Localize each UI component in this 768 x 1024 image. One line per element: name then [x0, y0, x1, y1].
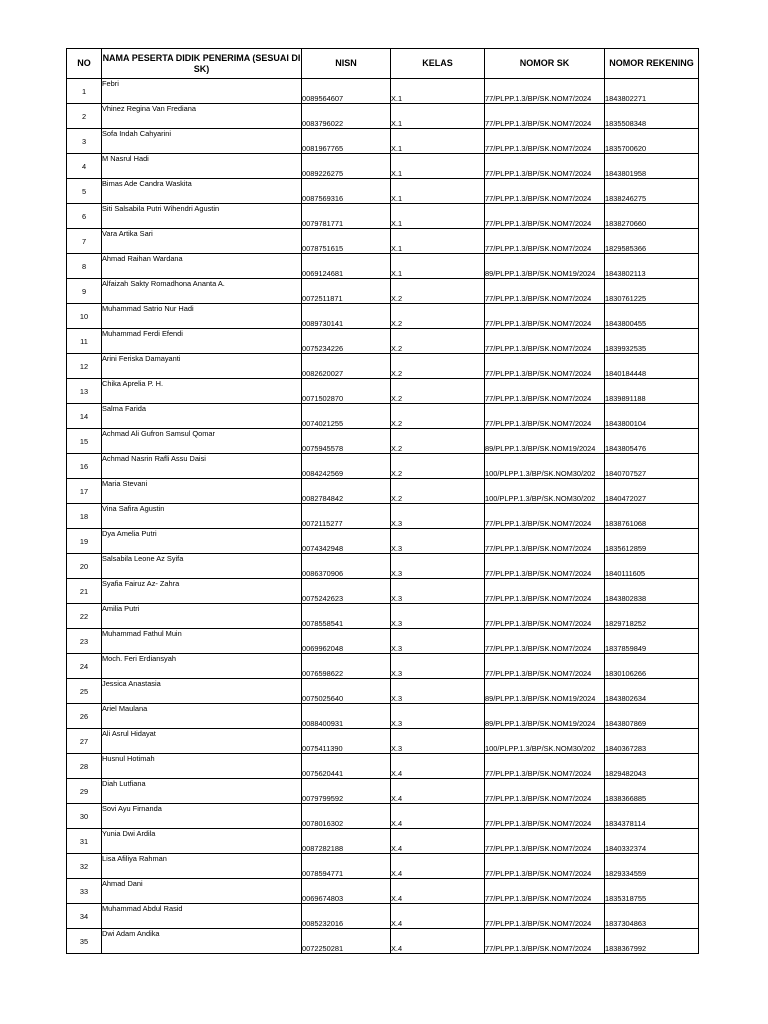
- cell-nama: Alfaizah Sakty Romadhona Ananta A.: [102, 279, 302, 304]
- cell-kelas: X.3: [391, 579, 485, 604]
- cell-no: 20: [67, 554, 102, 579]
- cell-nomor-sk: 77/PLPP.1.3/BP/SK.NOM7/2024: [485, 504, 605, 529]
- cell-nomor-rekening: 1838270660: [605, 204, 699, 229]
- cell-nomor-rekening: 1829718252: [605, 604, 699, 629]
- cell-no: 24: [67, 654, 102, 679]
- table-row: [67, 529, 699, 554]
- cell-nomor-rekening: 1837859849: [605, 629, 699, 654]
- cell-nomor-rekening: 1838246275: [605, 179, 699, 204]
- cell-no: 22: [67, 604, 102, 629]
- table-row: [67, 904, 699, 929]
- cell-nomor-sk: 77/PLPP.1.3/BP/SK.NOM7/2024: [485, 604, 605, 629]
- table-row: [67, 479, 699, 504]
- cell-nama: Amilia Putri: [102, 604, 302, 629]
- cell-nisn: 0088400931: [302, 704, 391, 729]
- cell-nisn: 0089730141: [302, 304, 391, 329]
- cell-kelas: X.4: [391, 854, 485, 879]
- cell-nomor-rekening: 1830106266: [605, 654, 699, 679]
- cell-nomor-rekening: 1835508348: [605, 104, 699, 129]
- cell-nama: Salsabila Leone Az Syifa: [102, 554, 302, 579]
- cell-nomor-sk: 77/PLPP.1.3/BP/SK.NOM7/2024: [485, 379, 605, 404]
- cell-nomor-sk: 77/PLPP.1.3/BP/SK.NOM7/2024: [485, 554, 605, 579]
- cell-nomor-rekening: 1835700620: [605, 129, 699, 154]
- cell-nama: Maria Stevani: [102, 479, 302, 504]
- cell-nomor-rekening: 1840472027: [605, 479, 699, 504]
- cell-nama: Sovi Ayu Firnanda: [102, 804, 302, 829]
- table-row: [67, 454, 699, 479]
- cell-nisn: 0085232016: [302, 904, 391, 929]
- cell-kelas: X.2: [391, 404, 485, 429]
- cell-nisn: 0078594771: [302, 854, 391, 879]
- cell-nisn: 0075411390: [302, 729, 391, 754]
- cell-nisn: 0086370906: [302, 554, 391, 579]
- cell-nisn: 0087569316: [302, 179, 391, 204]
- table-row: [67, 79, 699, 104]
- table-row: [67, 404, 699, 429]
- cell-nisn: 0072250281: [302, 929, 391, 954]
- cell-no: 8: [67, 254, 102, 279]
- cell-nisn: 0081967765: [302, 129, 391, 154]
- cell-nomor-rekening: 1839891188: [605, 379, 699, 404]
- cell-nomor-sk: 77/PLPP.1.3/BP/SK.NOM7/2024: [485, 629, 605, 654]
- cell-nisn: 0089226275: [302, 154, 391, 179]
- cell-nomor-sk: 77/PLPP.1.3/BP/SK.NOM7/2024: [485, 204, 605, 229]
- cell-no: 30: [67, 804, 102, 829]
- cell-nisn: 0078751615: [302, 229, 391, 254]
- cell-no: 34: [67, 904, 102, 929]
- cell-nama: Achmad Nasrin Rafli Assu Daisi: [102, 454, 302, 479]
- cell-nama: Achmad Ali Gufron Samsul Qomar: [102, 429, 302, 454]
- cell-nomor-sk: 77/PLPP.1.3/BP/SK.NOM7/2024: [485, 179, 605, 204]
- cell-nama: Ali Asrul Hidayat: [102, 729, 302, 754]
- header-nama: NAMA PESERTA DIDIK PENERIMA (SESUAI DI SK): [102, 49, 302, 79]
- cell-nama: Muhammad Satrio Nur Hadi: [102, 304, 302, 329]
- cell-nama: Muhammad Fathul Muin: [102, 629, 302, 654]
- cell-no: 35: [67, 929, 102, 954]
- cell-nomor-rekening: 1843800455: [605, 304, 699, 329]
- cell-nama: Dwi Adam Andika: [102, 929, 302, 954]
- cell-nomor-sk: 100/PLPP.1.3/BP/SK.NOM30/202: [485, 729, 605, 754]
- cell-nomor-sk: 77/PLPP.1.3/BP/SK.NOM7/2024: [485, 304, 605, 329]
- header-nomor-rekening: NOMOR REKENING: [605, 49, 699, 79]
- table-row: [67, 929, 699, 954]
- cell-no: 9: [67, 279, 102, 304]
- table-row: [67, 154, 699, 179]
- cell-nama: Bimas Ade Candra Waskita: [102, 179, 302, 204]
- cell-nomor-sk: 77/PLPP.1.3/BP/SK.NOM7/2024: [485, 904, 605, 929]
- cell-nomor-rekening: 1834378114: [605, 804, 699, 829]
- cell-kelas: X.1: [391, 179, 485, 204]
- cell-nama: Vina Safira Agustin: [102, 504, 302, 529]
- cell-nisn: 0075025640: [302, 679, 391, 704]
- header-row: [67, 49, 699, 79]
- cell-nomor-sk: 89/PLPP.1.3/BP/SK.NOM19/2024: [485, 429, 605, 454]
- cell-kelas: X.2: [391, 479, 485, 504]
- cell-nama: Dya Amelia Putri: [102, 529, 302, 554]
- cell-nama: Salma Farida: [102, 404, 302, 429]
- cell-nama: Ariel Maulana: [102, 704, 302, 729]
- cell-kelas: X.2: [391, 354, 485, 379]
- cell-nomor-sk: 89/PLPP.1.3/BP/SK.NOM19/2024: [485, 704, 605, 729]
- cell-kelas: X.3: [391, 629, 485, 654]
- cell-kelas: X.4: [391, 829, 485, 854]
- cell-kelas: X.1: [391, 129, 485, 154]
- cell-nomor-rekening: 1840707527: [605, 454, 699, 479]
- cell-nama: Sofa Indah Cahyarini: [102, 129, 302, 154]
- cell-kelas: X.2: [391, 429, 485, 454]
- cell-nomor-sk: 89/PLPP.1.3/BP/SK.NOM19/2024: [485, 679, 605, 704]
- table-row: [67, 629, 699, 654]
- cell-nomor-rekening: 1837304863: [605, 904, 699, 929]
- table-row: [67, 179, 699, 204]
- cell-kelas: X.4: [391, 929, 485, 954]
- cell-no: 2: [67, 104, 102, 129]
- cell-nama: Diah Lutfiana: [102, 779, 302, 804]
- table-row: [67, 704, 699, 729]
- cell-nomor-rekening: 1843800104: [605, 404, 699, 429]
- cell-nomor-rekening: 1843802271: [605, 79, 699, 104]
- table-row: [67, 554, 699, 579]
- table-row: [67, 254, 699, 279]
- table-row: [67, 104, 699, 129]
- cell-kelas: X.3: [391, 504, 485, 529]
- cell-nomor-sk: 77/PLPP.1.3/BP/SK.NOM7/2024: [485, 879, 605, 904]
- cell-nisn: 0069962048: [302, 629, 391, 654]
- cell-kelas: X.1: [391, 204, 485, 229]
- cell-nisn: 0078016302: [302, 804, 391, 829]
- cell-nomor-sk: 77/PLPP.1.3/BP/SK.NOM7/2024: [485, 529, 605, 554]
- table-row: [67, 679, 699, 704]
- cell-nomor-sk: 77/PLPP.1.3/BP/SK.NOM7/2024: [485, 104, 605, 129]
- cell-nama: Muhammad Ferdi Efendi: [102, 329, 302, 354]
- cell-no: 32: [67, 854, 102, 879]
- cell-no: 6: [67, 204, 102, 229]
- cell-nomor-sk: 77/PLPP.1.3/BP/SK.NOM7/2024: [485, 229, 605, 254]
- cell-nomor-rekening: 1829334559: [605, 854, 699, 879]
- cell-nisn: 0074342948: [302, 529, 391, 554]
- cell-nomor-rekening: 1843807869: [605, 704, 699, 729]
- table-body: [67, 79, 699, 954]
- table-row: [67, 504, 699, 529]
- recipient-table: [66, 48, 699, 954]
- cell-no: 28: [67, 754, 102, 779]
- cell-nomor-rekening: 1840184448: [605, 354, 699, 379]
- cell-nomor-sk: 77/PLPP.1.3/BP/SK.NOM7/2024: [485, 354, 605, 379]
- table-row: [67, 879, 699, 904]
- cell-kelas: X.4: [391, 754, 485, 779]
- cell-no: 1: [67, 79, 102, 104]
- cell-nomor-sk: 77/PLPP.1.3/BP/SK.NOM7/2024: [485, 579, 605, 604]
- cell-nama: Muhammad Abdul Rasid: [102, 904, 302, 929]
- cell-nomor-rekening: 1835612859: [605, 529, 699, 554]
- cell-no: 3: [67, 129, 102, 154]
- cell-nama: Jessica Anastasia: [102, 679, 302, 704]
- cell-nomor-sk: 77/PLPP.1.3/BP/SK.NOM7/2024: [485, 829, 605, 854]
- cell-no: 29: [67, 779, 102, 804]
- cell-kelas: X.1: [391, 254, 485, 279]
- table-row: [67, 829, 699, 854]
- cell-kelas: X.1: [391, 154, 485, 179]
- cell-kelas: X.1: [391, 104, 485, 129]
- cell-no: 21: [67, 579, 102, 604]
- table-row: [67, 804, 699, 829]
- cell-nisn: 0071502870: [302, 379, 391, 404]
- cell-kelas: X.3: [391, 554, 485, 579]
- cell-nomor-rekening: 1838366885: [605, 779, 699, 804]
- cell-nisn: 0069674803: [302, 879, 391, 904]
- cell-nisn: 0082620027: [302, 354, 391, 379]
- cell-kelas: X.2: [391, 454, 485, 479]
- cell-kelas: X.4: [391, 804, 485, 829]
- cell-nomor-sk: 77/PLPP.1.3/BP/SK.NOM7/2024: [485, 129, 605, 154]
- cell-no: 10: [67, 304, 102, 329]
- cell-nomor-rekening: 1838367992: [605, 929, 699, 954]
- cell-no: 23: [67, 629, 102, 654]
- cell-nomor-sk: 77/PLPP.1.3/BP/SK.NOM7/2024: [485, 929, 605, 954]
- cell-no: 11: [67, 329, 102, 354]
- cell-no: 18: [67, 504, 102, 529]
- cell-no: 27: [67, 729, 102, 754]
- cell-nomor-sk: 77/PLPP.1.3/BP/SK.NOM7/2024: [485, 854, 605, 879]
- cell-nisn: 0075945578: [302, 429, 391, 454]
- cell-nomor-sk: 77/PLPP.1.3/BP/SK.NOM7/2024: [485, 154, 605, 179]
- cell-nama: Arini Feriska Damayanti: [102, 354, 302, 379]
- cell-nomor-sk: 77/PLPP.1.3/BP/SK.NOM7/2024: [485, 654, 605, 679]
- cell-kelas: X.3: [391, 654, 485, 679]
- cell-no: 15: [67, 429, 102, 454]
- cell-nisn: 0078558541: [302, 604, 391, 629]
- cell-nomor-rekening: 1843801958: [605, 154, 699, 179]
- cell-nama: M Nasrul Hadi: [102, 154, 302, 179]
- cell-nomor-sk: 77/PLPP.1.3/BP/SK.NOM7/2024: [485, 754, 605, 779]
- cell-no: 16: [67, 454, 102, 479]
- cell-nisn: 0076598622: [302, 654, 391, 679]
- cell-nomor-rekening: 1829482043: [605, 754, 699, 779]
- cell-kelas: X.2: [391, 304, 485, 329]
- cell-nama: Husnul Hotimah: [102, 754, 302, 779]
- header-no: NO: [67, 49, 102, 79]
- cell-nisn: 0075620441: [302, 754, 391, 779]
- cell-nisn: 0083796022: [302, 104, 391, 129]
- table-row: [67, 604, 699, 629]
- cell-kelas: X.3: [391, 529, 485, 554]
- cell-kelas: X.3: [391, 604, 485, 629]
- cell-no: 26: [67, 704, 102, 729]
- cell-nomor-sk: 89/PLPP.1.3/BP/SK.NOM19/2024: [485, 254, 605, 279]
- cell-nama: Moch. Feri Erdiansyah: [102, 654, 302, 679]
- cell-kelas: X.4: [391, 779, 485, 804]
- cell-no: 33: [67, 879, 102, 904]
- cell-no: 31: [67, 829, 102, 854]
- cell-nisn: 0084242569: [302, 454, 391, 479]
- cell-nomor-sk: 77/PLPP.1.3/BP/SK.NOM7/2024: [485, 804, 605, 829]
- cell-nomor-rekening: 1838761068: [605, 504, 699, 529]
- cell-nomor-sk: 77/PLPP.1.3/BP/SK.NOM7/2024: [485, 279, 605, 304]
- cell-no: 14: [67, 404, 102, 429]
- table-row: [67, 729, 699, 754]
- table-row: [67, 754, 699, 779]
- cell-nisn: 0072115277: [302, 504, 391, 529]
- table-row: [67, 304, 699, 329]
- table-row: [67, 329, 699, 354]
- table-row: [67, 854, 699, 879]
- cell-no: 4: [67, 154, 102, 179]
- header-nomor-sk: NOMOR SK: [485, 49, 605, 79]
- cell-no: 17: [67, 479, 102, 504]
- cell-nomor-rekening: 1843805476: [605, 429, 699, 454]
- table-row: [67, 204, 699, 229]
- cell-nomor-rekening: 1839932535: [605, 329, 699, 354]
- cell-nisn: 0075242623: [302, 579, 391, 604]
- cell-kelas: X.3: [391, 704, 485, 729]
- cell-nomor-rekening: 1843802838: [605, 579, 699, 604]
- cell-nomor-rekening: 1829585366: [605, 229, 699, 254]
- cell-nomor-rekening: 1843802634: [605, 679, 699, 704]
- cell-nisn: 0075234226: [302, 329, 391, 354]
- cell-nisn: 0072511871: [302, 279, 391, 304]
- cell-nama: Ahmad Dani: [102, 879, 302, 904]
- table-row: [67, 429, 699, 454]
- table-row: [67, 779, 699, 804]
- cell-nomor-sk: 100/PLPP.1.3/BP/SK.NOM30/202: [485, 479, 605, 504]
- cell-nama: Vara Artika Sari: [102, 229, 302, 254]
- cell-nomor-rekening: 1840111605: [605, 554, 699, 579]
- cell-nisn: 0089564607: [302, 79, 391, 104]
- cell-nomor-rekening: 1835318755: [605, 879, 699, 904]
- cell-nomor-sk: 77/PLPP.1.3/BP/SK.NOM7/2024: [485, 79, 605, 104]
- cell-nomor-rekening: 1830761225: [605, 279, 699, 304]
- cell-nomor-rekening: 1843802113: [605, 254, 699, 279]
- table-row: [67, 279, 699, 304]
- cell-nama: Siti Salsabila Putri Wihendri Agustin: [102, 204, 302, 229]
- cell-nama: Ahmad Raihan Wardana: [102, 254, 302, 279]
- cell-kelas: X.2: [391, 379, 485, 404]
- cell-nisn: 0074021255: [302, 404, 391, 429]
- cell-nomor-sk: 77/PLPP.1.3/BP/SK.NOM7/2024: [485, 779, 605, 804]
- cell-nisn: 0079781771: [302, 204, 391, 229]
- table-row: [67, 229, 699, 254]
- cell-nama: Febri: [102, 79, 302, 104]
- cell-nomor-rekening: 1840367283: [605, 729, 699, 754]
- cell-kelas: X.1: [391, 79, 485, 104]
- table-row: [67, 379, 699, 404]
- table-row: [67, 354, 699, 379]
- cell-nomor-sk: 77/PLPP.1.3/BP/SK.NOM7/2024: [485, 329, 605, 354]
- cell-no: 5: [67, 179, 102, 204]
- cell-nama: Yunia Dwi Ardila: [102, 829, 302, 854]
- cell-kelas: X.3: [391, 729, 485, 754]
- cell-nomor-rekening: 1840332374: [605, 829, 699, 854]
- cell-nama: Syafia Fairuz Az- Zahra: [102, 579, 302, 604]
- cell-no: 7: [67, 229, 102, 254]
- header-nisn: NISN: [302, 49, 391, 79]
- cell-nisn: 0082784842: [302, 479, 391, 504]
- cell-nisn: 0079799592: [302, 779, 391, 804]
- cell-nisn: 0087282188: [302, 829, 391, 854]
- cell-kelas: X.4: [391, 904, 485, 929]
- header-kelas: KELAS: [391, 49, 485, 79]
- cell-kelas: X.1: [391, 229, 485, 254]
- cell-kelas: X.2: [391, 279, 485, 304]
- cell-no: 13: [67, 379, 102, 404]
- table-row: [67, 654, 699, 679]
- cell-nomor-sk: 100/PLPP.1.3/BP/SK.NOM30/202: [485, 454, 605, 479]
- cell-kelas: X.4: [391, 879, 485, 904]
- cell-kelas: X.3: [391, 679, 485, 704]
- cell-nama: Vhinez Regina Van Frediana: [102, 104, 302, 129]
- cell-kelas: X.2: [391, 329, 485, 354]
- cell-no: 25: [67, 679, 102, 704]
- cell-no: 19: [67, 529, 102, 554]
- table-row: [67, 579, 699, 604]
- table-row: [67, 129, 699, 154]
- cell-nomor-sk: 77/PLPP.1.3/BP/SK.NOM7/2024: [485, 404, 605, 429]
- cell-nama: Lisa Afiliya Rahman: [102, 854, 302, 879]
- cell-no: 12: [67, 354, 102, 379]
- cell-nisn: 0069124681: [302, 254, 391, 279]
- cell-nama: Chika Aprelia P. H.: [102, 379, 302, 404]
